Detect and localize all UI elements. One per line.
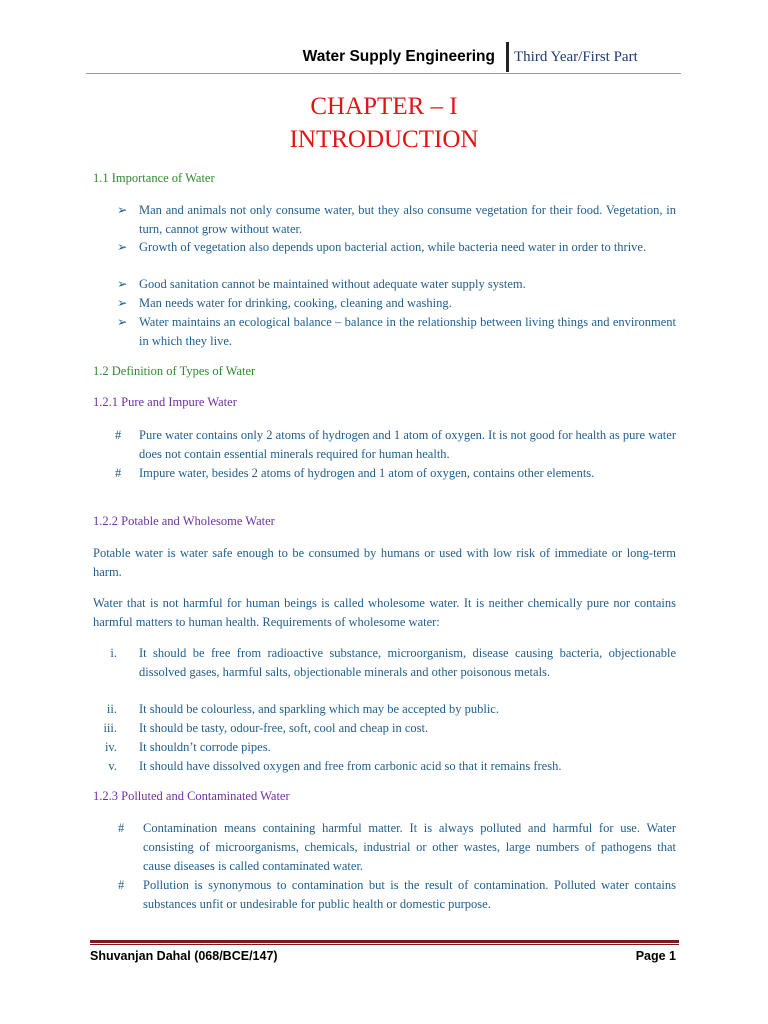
list-item xyxy=(93,313,676,351)
list-item xyxy=(93,464,676,502)
list-item-text: Water maintains an ecological balance – balance in the relationship between living things and environment in which they live. xyxy=(139,315,676,348)
footer-rule xyxy=(90,940,679,943)
arrow-bullet-icon: ➢ xyxy=(117,277,128,291)
requirement-text: It should have dissolved oxygen and free from carbonic acid so that it remains fresh. xyxy=(139,759,562,773)
requirement-item xyxy=(93,757,676,776)
course-title: Water Supply Engineering xyxy=(302,48,495,65)
list-item xyxy=(93,275,676,294)
roman-numeral: ii. xyxy=(106,702,117,716)
roman-numeral: iv. xyxy=(104,740,117,754)
requirement-item xyxy=(93,700,676,719)
list-item-text: Pollution is synonymous to contamination but is the result of contamination. Polluted water contains substances unfit or undesirable for public health or domestic purpose. xyxy=(143,878,676,911)
roman-numeral: iii. xyxy=(103,721,117,735)
paragraph: Water that is not harmful for human beings is called wholesome water. It is neither chemically pure nor contains harmful matters to human health. Requirements of wholesome water: xyxy=(93,596,676,629)
paragraph: Potable water is water safe enough to be consumed by humans or used with low risk of immediate or long-term harm. xyxy=(93,546,676,579)
requirement-text: It should be tasty, odour-free, soft, cool and cheap in cost. xyxy=(139,721,429,735)
hash-bullet-icon: # xyxy=(115,466,122,480)
header-rule xyxy=(86,73,681,74)
list-item-text: Pure water contains only 2 atoms of hydrogen and 1 atom of oxygen. It is not good for health as pure water does not contain essential minerals required for human health. xyxy=(139,428,676,461)
semester-label: Third Year/First Part xyxy=(514,49,638,65)
arrow-bullet-icon: ➢ xyxy=(117,315,128,329)
requirement-text: It shouldn’t corrode pipes. xyxy=(139,740,271,754)
section-heading-1-2-3: 1.2.3 Polluted and Contaminated Water xyxy=(93,789,290,803)
list-item xyxy=(93,819,676,876)
list-item-text: Impure water, besides 2 atoms of hydrogen and 1 atom of oxygen, contains other elements. xyxy=(139,466,595,480)
list-item-text: Good sanitation cannot be maintained without adequate water supply system. xyxy=(139,277,526,291)
requirement-item xyxy=(93,644,676,701)
page-number: Page 1 xyxy=(635,949,676,963)
chapter-title: INTRODUCTION xyxy=(289,126,479,153)
footer-author: Shuvanjan Dahal (068/BCE/147) xyxy=(90,949,278,963)
footer-rule-thin xyxy=(90,944,679,945)
section-heading-1-2: 1.2 Definition of Types of Water xyxy=(93,364,256,378)
hash-bullet-icon: # xyxy=(118,878,125,892)
chapter-number: CHAPTER – I xyxy=(310,93,458,120)
requirement-item xyxy=(93,719,676,738)
arrow-bullet-icon: ➢ xyxy=(117,203,128,217)
list-item-text: Contamination means containing harmful matter. It is always polluted and harmful for use. Water consisting of microorganisms, chemicals, industrial or other wastes, large numbers of pathogens that cause diseases is called contaminated water. xyxy=(143,821,676,873)
requirement-text: It should be colourless, and sparkling which may be accepted by public. xyxy=(139,702,499,716)
list-item xyxy=(93,201,676,239)
list-item-text: Man and animals not only consume water, but they also consume vegetation for their food. Vegetation, in turn, cannot grow without water. xyxy=(139,203,676,236)
list-item xyxy=(93,294,676,313)
page-header xyxy=(86,40,681,74)
hash-bullet-icon: # xyxy=(118,821,125,835)
hash-bullet-icon: # xyxy=(115,428,122,442)
section-heading-1-2-1: 1.2.1 Pure and Impure Water xyxy=(93,395,237,409)
list-item-text: Growth of vegetation also depends upon bacterial action, while bacteria need water in order to thrive. xyxy=(139,240,647,254)
roman-numeral: v. xyxy=(108,759,117,773)
roman-numeral: i. xyxy=(110,646,117,660)
list-item xyxy=(93,426,676,464)
arrow-bullet-icon: ➢ xyxy=(117,296,128,310)
requirement-item xyxy=(93,738,676,757)
section-heading-1-1: 1.1 Importance of Water xyxy=(93,171,215,185)
header-separator xyxy=(506,42,509,72)
requirement-text: It should be free from radioactive substance, microorganism, disease causing bacteria, objectionable dissolved gases, harmful salts, objectionable minerals and other poisonous metals. xyxy=(139,646,676,679)
arrow-bullet-icon: ➢ xyxy=(117,240,128,254)
section-heading-1-2-2: 1.2.2 Potable and Wholesome Water xyxy=(93,514,275,528)
list-item xyxy=(93,238,676,276)
list-item xyxy=(93,876,676,914)
list-item-text: Man needs water for drinking, cooking, cleaning and washing. xyxy=(139,296,452,310)
